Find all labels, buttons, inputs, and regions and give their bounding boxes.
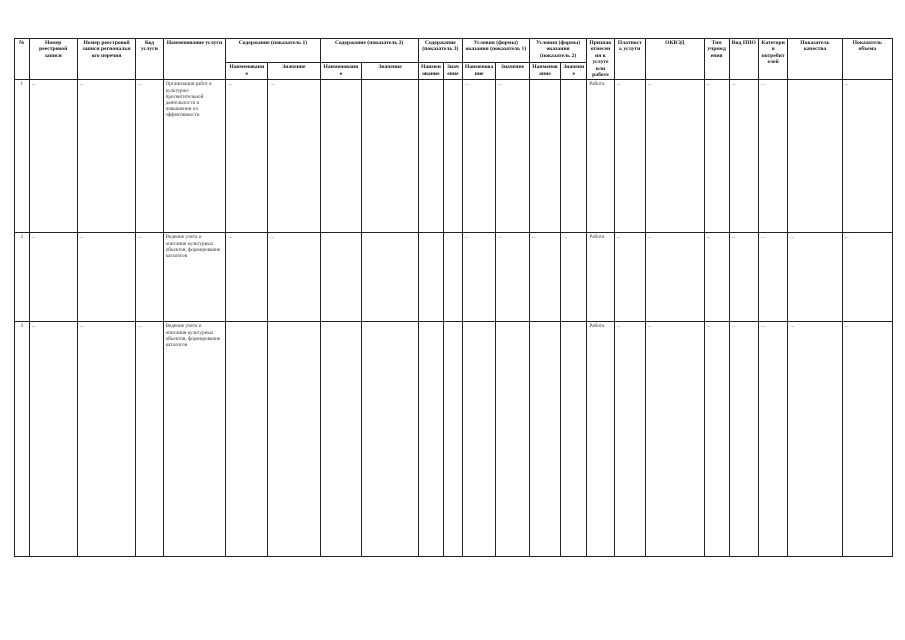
- cell-conditions-2-name: [529, 80, 560, 233]
- cell-content-2-value: [362, 322, 419, 557]
- header-volume: Показатель объема: [842, 39, 892, 80]
- cell-reg-num-regional: ...: [77, 322, 136, 557]
- header-reg-num-regional: Номер реестровой записи региональн ого перечня: [77, 39, 136, 80]
- header-conditions-1-name: Наименование: [462, 63, 495, 80]
- header-num: №: [15, 39, 30, 80]
- cell-category: ...: [758, 322, 787, 557]
- header-category: Категория потребителей: [758, 39, 787, 80]
- cell-kind: ...: [729, 233, 758, 322]
- cell-content-2-name: [320, 80, 362, 233]
- cell-conditions-2-value: [561, 322, 587, 557]
- cell-conditions-1-value: ...: [496, 233, 530, 322]
- cell-type: ...: [704, 80, 729, 233]
- cell-type: ...: [704, 233, 729, 322]
- cell-category: ...: [758, 233, 787, 322]
- header-sign: Признак отнесения к услуге или работе: [587, 39, 614, 80]
- cell-reg-num: ...: [29, 233, 77, 322]
- cell-content-3-name: [418, 322, 443, 557]
- cell-volume: ...: [842, 80, 892, 233]
- cell-content-2-value: [362, 80, 419, 233]
- cell-num: 2: [15, 233, 30, 322]
- header-content-2-name: Наименование: [320, 63, 362, 80]
- header-content-3-value: Значение: [443, 63, 462, 80]
- header-content-1: Содержание (показатель 1): [226, 39, 320, 63]
- cell-conditions-1-value: [496, 322, 530, 557]
- cell-volume: ...: [842, 322, 892, 557]
- cell-content-2-name: [320, 233, 362, 322]
- cell-conditions-1-value: ...: [496, 80, 530, 233]
- registry-table: [14, 38, 893, 557]
- table-row: [15, 233, 893, 322]
- cell-volume: ...: [842, 233, 892, 322]
- header-okved: ОКВЭД: [645, 39, 704, 80]
- table-row: [15, 80, 893, 233]
- cell-quality: ...: [788, 322, 842, 557]
- cell-content-3-name: [418, 233, 443, 322]
- cell-conditions-2-name: ...: [529, 233, 560, 322]
- cell-fields: ...: [614, 80, 645, 233]
- header-conditions-1: Условия (формы) оказания (показатель 1): [462, 39, 529, 63]
- cell-okved: ...: [645, 80, 704, 233]
- cell-name: Ведение учета и описания культурных объектов, формирование каталогов: [163, 233, 226, 322]
- cell-content-1-name: [226, 322, 268, 557]
- header-content-2: Содержание (показатель 2): [320, 39, 418, 63]
- cell-num: 1: [15, 80, 30, 233]
- cell-sign: Работа: [587, 80, 614, 233]
- cell-okved: ...: [645, 322, 704, 557]
- header-type: Тип учреждения: [704, 39, 729, 80]
- cell-kind: ...: [729, 80, 758, 233]
- header-content-2-value: Значение: [362, 63, 419, 80]
- header-conditions-2-value: Значение: [561, 63, 587, 80]
- cell-quality: [788, 80, 842, 233]
- header-code: Код услуги: [136, 39, 163, 80]
- header-name: Наименование услуги: [163, 39, 226, 80]
- cell-conditions-1-name: ...: [462, 80, 495, 233]
- cell-content-1-value: [268, 322, 320, 557]
- header-row-1: [15, 39, 893, 63]
- header-fields: Платность услуги: [614, 39, 645, 80]
- cell-sign: Работа: [587, 322, 614, 557]
- header-content-1-name: Наименование: [226, 63, 268, 80]
- cell-reg-num: ...: [29, 80, 77, 233]
- table-row: [15, 322, 893, 557]
- cell-content-3-name: [418, 80, 443, 233]
- header-conditions-1-value: Значение: [496, 63, 530, 80]
- header-quality: Показатель качества: [788, 39, 842, 80]
- cell-name: Ведение учета и описания культурных объектов, формирование каталогов: [163, 322, 226, 557]
- header-content-3-name: Наименование: [418, 63, 443, 80]
- header-reg-num: Номер реестровой записи: [29, 39, 77, 80]
- cell-name: Организация работ в культурно-просветительной деятельности и повышении их эффективности: [163, 80, 226, 233]
- header-content-1-value: Значение: [268, 63, 320, 80]
- cell-conditions-1-name: ...: [462, 233, 495, 322]
- cell-fields: ...: [614, 233, 645, 322]
- cell-conditions-1-name: [462, 322, 495, 557]
- cell-quality: ...: [788, 233, 842, 322]
- header-content-3: Содержание (показатель 3): [418, 39, 462, 63]
- cell-category: ...: [758, 80, 787, 233]
- cell-content-3-value: [443, 233, 462, 322]
- cell-content-3-value: [443, 322, 462, 557]
- cell-code: ...: [136, 80, 163, 233]
- cell-content-1-name: ...: [226, 80, 268, 233]
- cell-code: ...: [136, 233, 163, 322]
- header-kind: Вид ППО: [729, 39, 758, 80]
- cell-content-2-name: [320, 322, 362, 557]
- cell-content-1-name: ...: [226, 233, 268, 322]
- header-conditions-2-name: Наименование: [529, 63, 560, 80]
- cell-okved: ...: [645, 233, 704, 322]
- cell-content-1-value: ...: [268, 80, 320, 233]
- cell-conditions-2-value: [561, 80, 587, 233]
- cell-sign: Работа: [587, 233, 614, 322]
- cell-type: ...: [704, 322, 729, 557]
- registry-table-page: [14, 38, 893, 557]
- cell-content-1-value: ...: [268, 233, 320, 322]
- cell-fields: ...: [614, 322, 645, 557]
- cell-reg-num-regional: ...: [77, 233, 136, 322]
- cell-reg-num-regional: ...: [77, 80, 136, 233]
- cell-kind: ...: [729, 322, 758, 557]
- cell-content-2-value: [362, 233, 419, 322]
- cell-num: 3: [15, 322, 30, 557]
- cell-content-3-value: [443, 80, 462, 233]
- header-conditions-2: Условия (формы) оказания (показатель 2): [529, 39, 587, 63]
- cell-reg-num: ...: [29, 322, 77, 557]
- cell-code: ...: [136, 322, 163, 557]
- cell-conditions-2-value: ...: [561, 233, 587, 322]
- cell-conditions-2-name: [529, 322, 560, 557]
